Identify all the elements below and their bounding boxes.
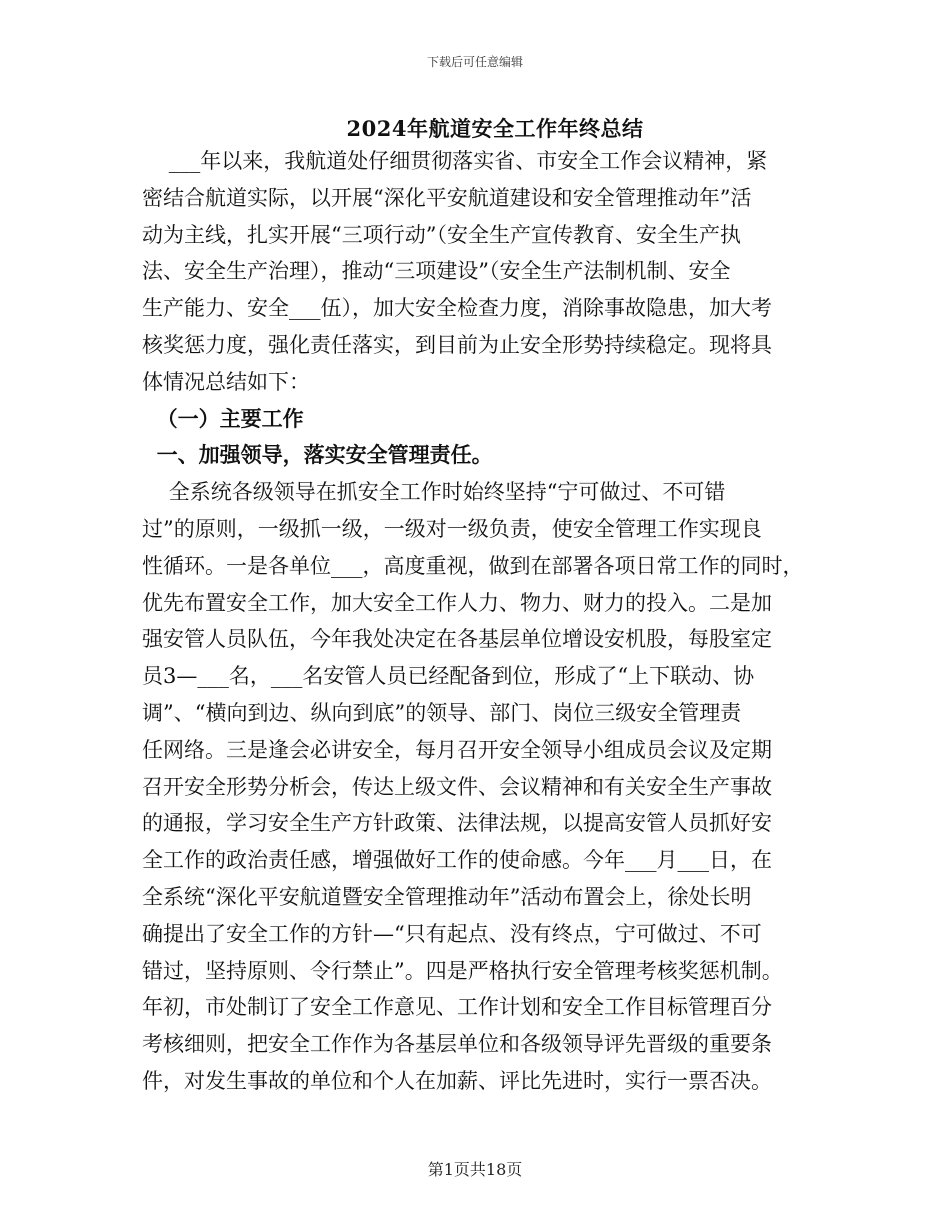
paragraph-line: 密结合航道实际，以开展“深化平安航道建设和安全管理推动年”活 <box>142 185 752 210</box>
paragraph-line: 错过，坚持原则、令行禁止”。四是严格执行安全管理考核奖惩机制。 <box>142 958 783 983</box>
paragraph-line: 优先布置安全工作，加大安全工作人力、物力、财力的投入。二是加 <box>142 590 772 615</box>
paragraph-line: 员3—___名，___名安管人员已经配备到位，形成了“上下联动、协 <box>142 664 755 689</box>
section-heading: （一）主要工作 <box>142 405 304 431</box>
paragraph-line: 件，对发生事故的单位和个人在加薪、评比先进时，实行一票否决。 <box>142 1068 772 1093</box>
paragraph-line: 生产能力、安全___伍），加大安全检查力度，消除事故隐患，加大考 <box>142 296 772 321</box>
paragraph-line: 性循环。一是各单位___，高度重视，做到在部署各项日常工作的同时， <box>142 553 804 578</box>
header-note: 下载后可任意编辑 <box>426 55 523 69</box>
paragraph-line: 强安管人员队伍，今年我处决定在各基层单位增设安机股，每股室定 <box>142 627 772 652</box>
paragraph-line: 确提出了安全工作的方针—“只有起点、没有终点，宁可做过、不可 <box>142 921 762 946</box>
document-title: 2024年航道安全工作年终总结 <box>346 116 644 141</box>
paragraph-line: ___年以来，我航道处仔细贯彻落实省、市安全工作会议精神，紧 <box>142 149 768 173</box>
paragraph-line: 任网络。三是逢会必讲安全，每月召开安全领导小组成员会议及定期 <box>142 737 772 762</box>
paragraph-line: 考核细则，把安全工作作为各基层单位和各级领导评先晋级的重要条 <box>142 1032 772 1057</box>
paragraph-line: 调”、“横向到边、纵向到底”的领导、部门、岗位三级安全管理责 <box>142 700 742 725</box>
paragraph-line: 全系统“深化平安航道暨安全管理推动年”活动布置会上，徐处长明 <box>142 884 752 909</box>
paragraph-line: 全系统各级领导在抓安全工作时始终坚持“宁可做过、不可错 <box>142 480 726 505</box>
paragraph-line: 法、安全生产治理），推动“三项建设”（安全生产法制机制、安全 <box>142 259 731 284</box>
paragraph-line: 核奖惩力度，强化责任落实，到目前为止安全形势持续稳定。现将具 <box>142 332 772 357</box>
paragraph-line: 的通报，学习安全生产方针政策、法律法规，以提高安管人员抓好安 <box>142 811 772 836</box>
paragraph-line: 年初，市处制订了安全工作意见、工作计划和安全工作目标管理百分 <box>142 995 772 1020</box>
paragraph-line: 全工作的政治责任感，增强做好工作的使命感。今年___月___日，在 <box>142 848 772 873</box>
page-footer: 第1页共18页 <box>427 1160 523 1179</box>
paragraph-line: 召开安全形势分析会，传达上级文件、会议精神和有关安全生产事故 <box>142 774 772 799</box>
document-body <box>142 143 822 1100</box>
section-heading: 一、加强领导，落实安全管理责任。 <box>142 442 493 468</box>
paragraph-line: 过”的原则，一级抓一级，一级对一级负责，使安全管理工作实现良 <box>142 516 762 541</box>
paragraph-line: 动为主线，扎实开展“三项行动”（安全生产宣传教育、安全生产执 <box>142 222 741 247</box>
paragraph-line: 体情况总结如下： <box>142 369 310 394</box>
